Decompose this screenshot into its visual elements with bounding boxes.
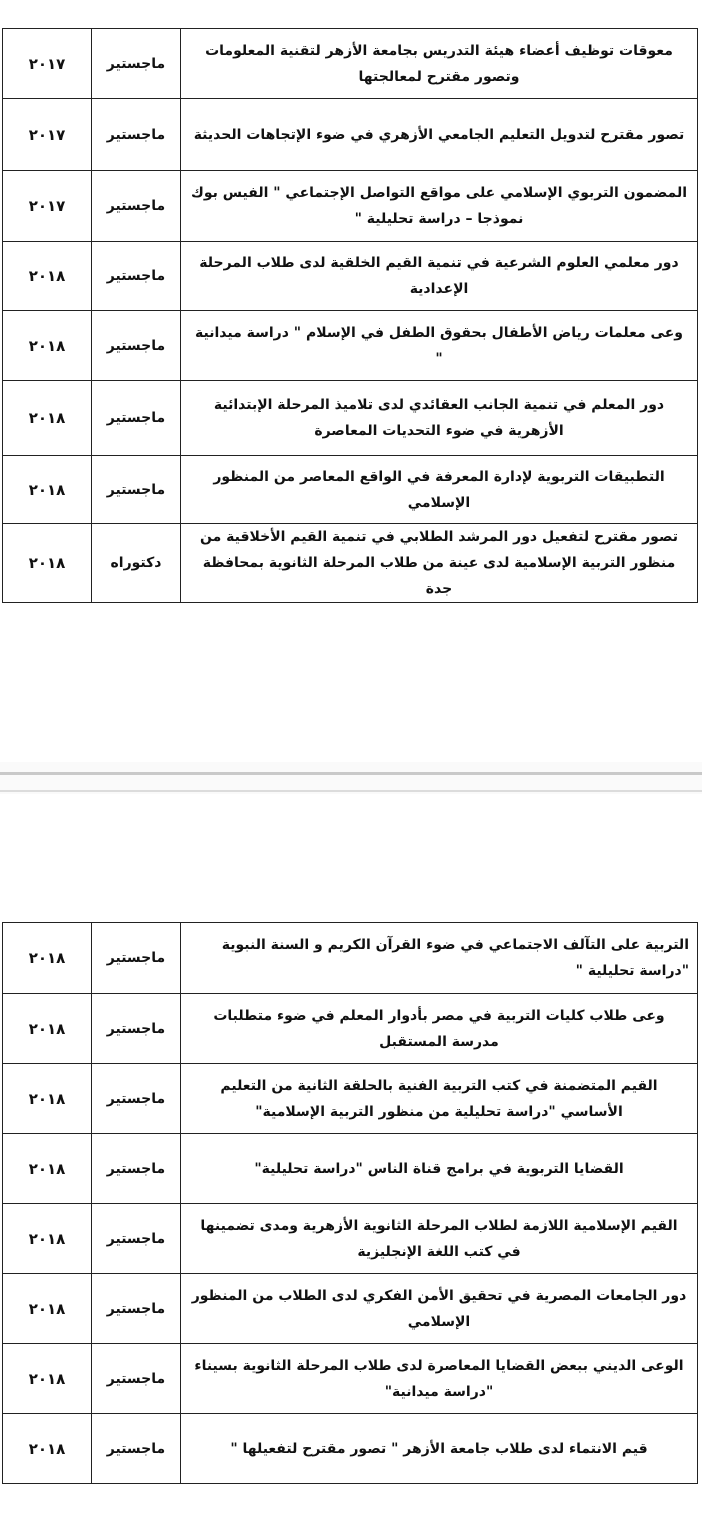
thesis-title: القيم الإسلامية اللازمة لطلاب المرحلة الثانوية الأزهرية ومدى تضمينها في كتب اللغة الإنجليزية bbox=[200, 1217, 678, 1260]
degree-cell: ماجستير bbox=[92, 456, 181, 524]
thesis-title: معوقات توظيف أعضاء هيئة التدريس بجامعة الأزهر لتقنية المعلومات وتصور مقترح لمعالجتها bbox=[205, 42, 673, 85]
page-separator-line bbox=[0, 772, 702, 775]
thesis-title: المضمون التربوي الإسلامي على مواقع التواصل الإجتماعي " الفيس بوك نموذجا – دراسة تحليلية " bbox=[191, 185, 687, 227]
title-cell bbox=[181, 29, 698, 99]
thesis-title: دور الجامعات المصرية في تحقيق الأمن الفكري لدى الطلاب من المنظور الإسلامي bbox=[191, 1287, 687, 1330]
table-row bbox=[3, 1414, 698, 1484]
table-row bbox=[3, 524, 698, 603]
degree-cell: دكتوراه bbox=[92, 524, 181, 603]
year-cell: ٢٠١٧ bbox=[3, 29, 92, 99]
degree-cell: ماجستير bbox=[92, 29, 181, 99]
thesis-title: دور المعلم في تنمية الجانب العقائدي لدى تلاميذ المرحلة الإبتدائية الأزهرية في ضوء التحديات المعاصرة bbox=[213, 397, 665, 439]
thesis-title: دور معلمي العلوم الشرعية في تنمية القيم الخلقية لدى طلاب المرحلة الإعدادية bbox=[199, 255, 679, 297]
degree-cell: ماجستير bbox=[92, 242, 181, 311]
year-cell: ٢٠١٧ bbox=[3, 171, 92, 242]
table-row bbox=[3, 99, 698, 171]
year-cell: ٢٠١٨ bbox=[3, 1064, 92, 1134]
title-cell bbox=[181, 456, 698, 524]
thesis-title: وعى معلمات رياض الأطفال بحقوق الطفل في الإسلام " دراسة ميدانية " bbox=[195, 324, 683, 367]
table-row bbox=[3, 171, 698, 242]
title-cell bbox=[181, 1274, 698, 1344]
title-cell bbox=[181, 171, 698, 242]
title-cell bbox=[181, 242, 698, 311]
year-cell: ٢٠١٨ bbox=[3, 381, 92, 456]
title-cell bbox=[181, 994, 698, 1064]
thesis-title: الوعى الديني ببعض القضايا المعاصرة لدى طلاب المرحلة الثانوية بسيناء "دراسة ميدانية" bbox=[194, 1357, 684, 1400]
title-cell bbox=[181, 1414, 698, 1484]
table-row bbox=[3, 1134, 698, 1204]
degree-cell: ماجستير bbox=[92, 1134, 181, 1204]
table-row bbox=[3, 311, 698, 381]
theses-table-bottom bbox=[2, 922, 698, 1484]
thesis-title: تصور مقترح لتفعيل دور المرشد الطلابي في تنمية القيم الأخلاقية من منظور التربية الإسلامية لدى عينة من طلاب المرحلة الثانوية بمحافظة جدة bbox=[199, 529, 679, 597]
theses-table-top bbox=[2, 28, 698, 603]
degree-cell: ماجستير bbox=[92, 994, 181, 1064]
table-row bbox=[3, 1064, 698, 1134]
year-cell: ٢٠١٨ bbox=[3, 1344, 92, 1414]
degree-cell: ماجستير bbox=[92, 171, 181, 242]
degree-cell: ماجستير bbox=[92, 1274, 181, 1344]
year-cell: ٢٠١٨ bbox=[3, 524, 92, 603]
table-row bbox=[3, 242, 698, 311]
table-row bbox=[3, 923, 698, 994]
table-row bbox=[3, 381, 698, 456]
year-cell: ٢٠١٨ bbox=[3, 311, 92, 381]
thesis-title: القيم المتضمنة في كتب التربية الفنية بالحلقة الثانية من التعليم الأساسي "دراسة تحليلية من منظور التربية الإسلامية" bbox=[220, 1077, 658, 1120]
year-cell: ٢٠١٨ bbox=[3, 1414, 92, 1484]
year-cell: ٢٠١٨ bbox=[3, 1274, 92, 1344]
year-cell: ٢٠١٨ bbox=[3, 1134, 92, 1204]
year-cell: ٢٠١٨ bbox=[3, 242, 92, 311]
title-cell bbox=[181, 1344, 698, 1414]
degree-cell: ماجستير bbox=[92, 99, 181, 171]
year-cell: ٢٠١٨ bbox=[3, 994, 92, 1064]
degree-cell: ماجستير bbox=[92, 311, 181, 381]
degree-cell: ماجستير bbox=[92, 923, 181, 994]
title-cell bbox=[181, 381, 698, 456]
thesis-title: قيم الانتماء لدى طلاب جامعة الأزهر " تصور مقترح لتفعيلها " bbox=[230, 1440, 648, 1457]
title-cell bbox=[181, 311, 698, 381]
year-cell: ٢٠١٨ bbox=[3, 923, 92, 994]
title-cell bbox=[181, 99, 698, 171]
degree-cell: ماجستير bbox=[92, 1204, 181, 1274]
degree-cell: ماجستير bbox=[92, 1414, 181, 1484]
thesis-title: التطبيقات التربوية لإدارة المعرفة في الواقع المعاصر من المنظور الإسلامي bbox=[213, 468, 665, 511]
year-cell: ٢٠١٨ bbox=[3, 456, 92, 524]
title-cell bbox=[181, 524, 698, 603]
year-cell: ٢٠١٧ bbox=[3, 99, 92, 171]
table-row bbox=[3, 29, 698, 99]
title-cell bbox=[181, 923, 698, 994]
table-row bbox=[3, 994, 698, 1064]
table-row bbox=[3, 456, 698, 524]
thesis-title: وعى طلاب كليات التربية في مصر بأدوار المعلم في ضوء متطلبات مدرسة المستقبل bbox=[213, 1007, 665, 1050]
page-separator-line bbox=[0, 790, 702, 792]
degree-cell: ماجستير bbox=[92, 1064, 181, 1134]
title-cell bbox=[181, 1204, 698, 1274]
table-row bbox=[3, 1204, 698, 1274]
table-row bbox=[3, 1344, 698, 1414]
year-cell: ٢٠١٨ bbox=[3, 1204, 92, 1274]
table-row bbox=[3, 1274, 698, 1344]
title-cell bbox=[181, 1064, 698, 1134]
title-cell bbox=[181, 1134, 698, 1204]
thesis-title: التربية على التآلف الاجتماعي في ضوء القرآن الكريم و السنة النبوية "دراسة تحليلية " bbox=[221, 937, 689, 979]
thesis-title: القضايا التربوية في برامج قناة الناس "دراسة تحليلية" bbox=[254, 1160, 624, 1177]
degree-cell: ماجستير bbox=[92, 1344, 181, 1414]
degree-cell: ماجستير bbox=[92, 381, 181, 456]
thesis-title: تصور مقترح لتدويل التعليم الجامعي الأزهري في ضوء الإتجاهات الحديثة bbox=[193, 126, 685, 143]
